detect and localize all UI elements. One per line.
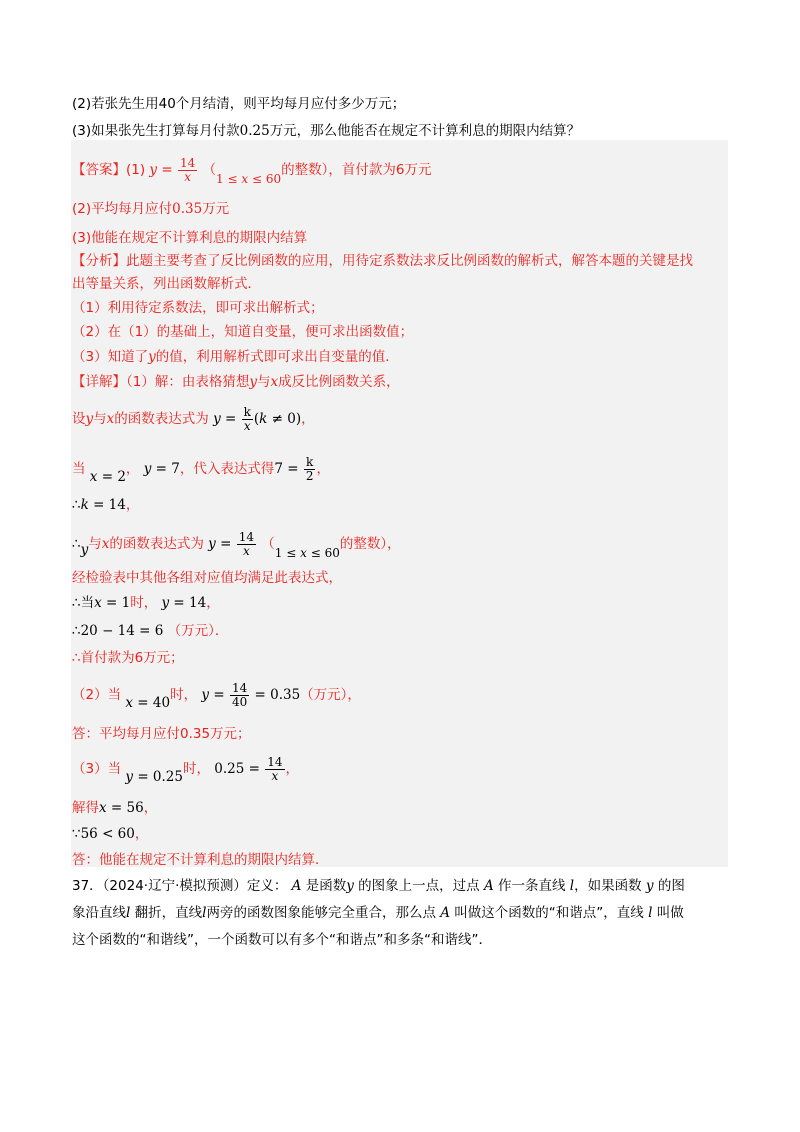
question-3: (3)如果张先生打算每月付款0.25万元，那么他能否在规定不计算利息的期限内结算？ (72, 123, 581, 139)
question-37: 37．（2024·辽宁·模拟预测）定义： A 是函数y 的图象上一点，过点 A 作一条直线 l，如果函数 y 的图 象沿直线l 翻折，直线l两旁的函数图象能够完全重合，那么点 A 叫做这个函数的“和谐点”，直线 l 叫做 这个函数的“和谐线”，一个函数可以有多个“和谐点”和多条“和谐线”． (72, 878, 685, 948)
detail-line-4: ∴k = 14， (72, 497, 140, 513)
detail-line-15: 答：他能在规定不计算利息的期限内结算． (72, 852, 329, 868)
analysis-step-2: （2）在（1）的基础上，知道自变量，便可求出函数值； (72, 324, 414, 340)
detail-line-5: ∴y与x的函数表达式为 y = $\frac{14}{x}$ （1 ≤ x ≤ 60的整数）， (72, 529, 401, 560)
detail-line-13: 解得x = 56， (72, 800, 158, 816)
answer-label: 【答案】 (72, 162, 126, 178)
detail-line-9: ∴首付款为6万元； (72, 650, 184, 666)
detail-line-2: 设y与x的函数表达式为 y = $\frac{k}{x}$ (k ≠ 0)， (72, 404, 315, 433)
detail-line-8: ∴20 − 14 = 6 （万元）． (72, 623, 229, 639)
detail-line-14: ∵56 < 60， (72, 826, 149, 842)
detail-line-6: 经检验表中其他各组对应值均满足此表达式， (72, 570, 342, 586)
answer-line-2: (2)平均每月应付0.35万元 (72, 201, 230, 217)
analysis-step-1: （1）利用待定系数法，即可求出解析式； (72, 300, 324, 316)
analysis-line-2: 出等量关系，列出函数解析式． (72, 276, 261, 292)
detail-line-7: ∴当x = 1时， y = 14， (72, 595, 220, 611)
analysis-line-1: 【分析】此题主要考查了反比例函数的应用，用待定系数法求反比例函数的解析式，解答本题的关键是找 (72, 253, 693, 269)
detail-line-12: （3）当 y = 0.25时， 0.25 = $\frac{14}{x}$ ， (72, 754, 300, 785)
detail-line-11: 答：平均每月应付0.35万元； (72, 726, 251, 742)
detail-line-10: （2）当 x = 40时， y = $\frac{14}{40}$ = 0.35（万元）， (72, 680, 361, 711)
detail-label: 【详解】 (72, 374, 126, 390)
analysis-label: 【分析】 (72, 253, 126, 269)
detail-line-1: 【详解】（1）解：由表格猜想y与x成反比例函数关系， (72, 374, 400, 390)
answer-line-1: 【答案】(1) y = $\frac{14}{x}$ （1 ≤ x ≤ 60的整数），首付款为6万元 (72, 155, 432, 186)
question-2: (2)若张先生用40个月结清，则平均每月应付多少万元； (72, 96, 406, 112)
analysis-step-3: （3）知道了y的值，利用解析式即可求出自变量的值． (72, 349, 399, 365)
answer-line-3: (3)他能在规定不计算利息的期限内结算 (72, 230, 308, 246)
detail-line-3: 当 x = 2， y = 7，代入表达式得7 = $\frac{k}{2}$ ， (72, 454, 330, 485)
